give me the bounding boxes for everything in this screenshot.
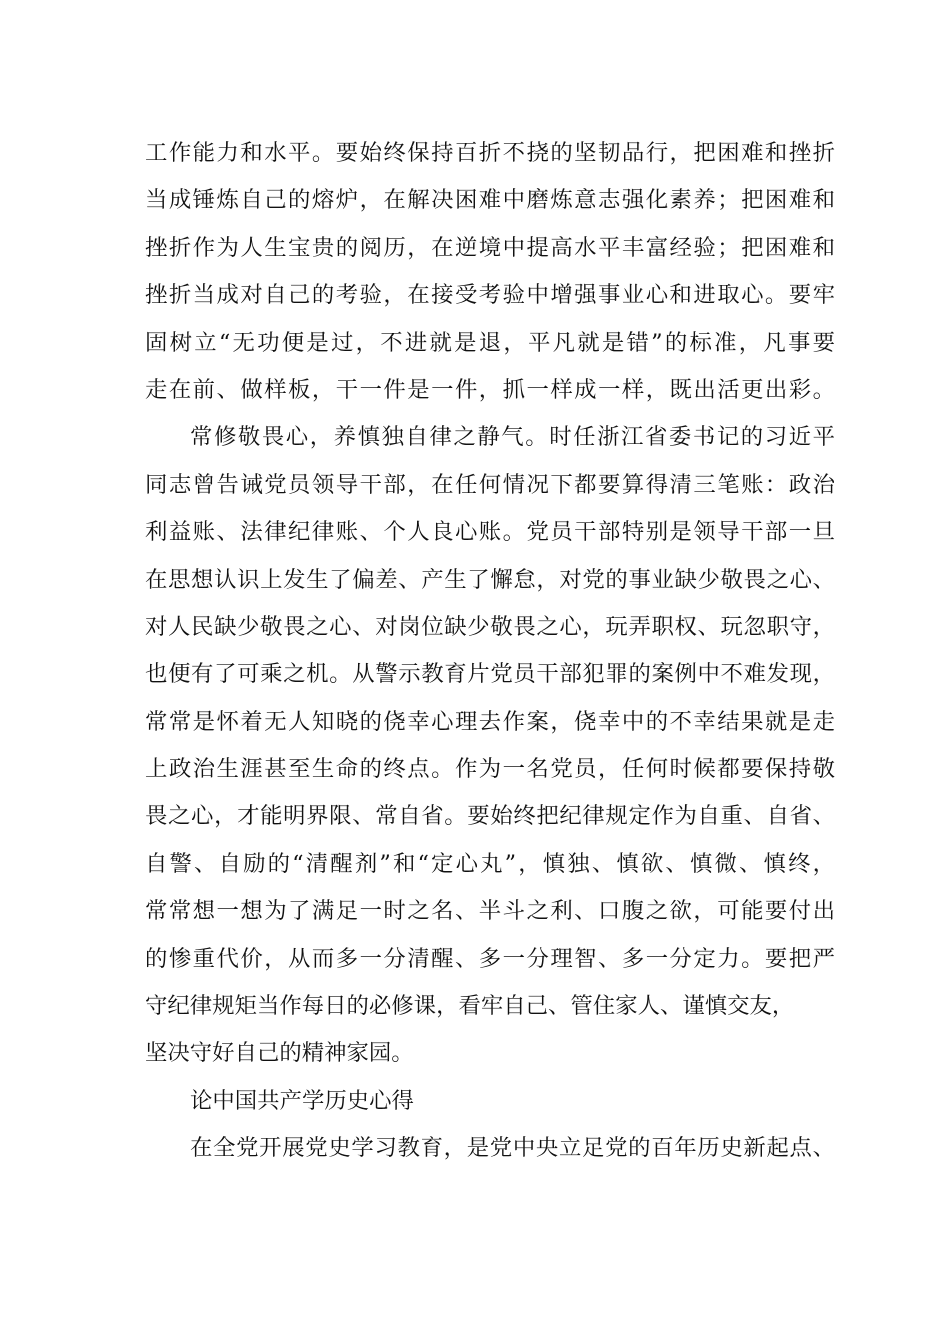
text-line: 走在前、做样板，干一件是一件，抓一样成一样，既出活更出彩。 [145, 376, 835, 403]
text-line: 挫折当成对自己的考验，在接受考验中增强事业心和进取心。要牢 [145, 282, 835, 309]
text-line: 当成锤炼自己的熔炉，在解决困难中磨炼意志强化素养；把困难和 [145, 187, 835, 214]
text-line: 常常是怀着无人知晓的侥幸心理去作案，侥幸中的不幸结果就是走 [145, 708, 835, 735]
text-line: 也便有了可乘之机。从警示教育片党员干部犯罪的案例中不难发现， [145, 661, 835, 688]
text-line: 对人民缺少敬畏之心、对岗位缺少敬畏之心，玩弄职权、玩忽职守， [145, 613, 835, 640]
text-line: 利益账、法律纪律账、个人良心账。党员干部特别是领导干部一旦 [145, 519, 835, 546]
text-line: 上政治生涯甚至生命的终点。作为一名党员，任何时候都要保持敬 [145, 756, 835, 783]
text-line: 坚决守好自己的精神家园。 [145, 1040, 414, 1067]
text-line: 挫折作为人生宝贵的阅历，在逆境中提高水平丰富经验；把困难和 [145, 234, 835, 261]
text-line: 守纪律规矩当作每日的必修课，看牢自己、管住家人、谨慎交友， [145, 993, 795, 1020]
document-body [145, 130, 835, 1173]
text-line: 的惨重代价，从而多一分清醒、多一分理智、多一分定力。要把严 [145, 945, 835, 972]
text-line: 固树立“无功便是过，不进就是退，平凡就是错”的标准，凡事要 [145, 329, 835, 356]
text-line: 常修敬畏心，养慎独自律之静气。时任浙江省委书记的习近平 [190, 424, 835, 451]
text-line: 常常想一想为了满足一时之名、半斗之利、口腹之欲，可能要付出 [145, 898, 835, 925]
text-line: 论中国共产学历史心得 [190, 1087, 414, 1114]
text-line: 畏之心，才能明界限、常自省。要始终把纪律规定作为自重、自省、 [145, 803, 835, 830]
text-line: 在全党开展党史学习教育，是党中央立足党的百年历史新起点、 [190, 1135, 835, 1162]
text-line: 在思想认识上发生了偏差、产生了懈怠，对党的事业缺少敬畏之心、 [145, 566, 835, 593]
text-line: 同志曾告诫党员领导干部，在任何情况下都要算得清三笔账：政治 [145, 471, 835, 498]
text-line: 自警、自励的“清醒剂”和“定心丸”，慎独、慎欲、慎微、慎终， [145, 850, 835, 877]
text-line: 工作能力和水平。要始终保持百折不挠的坚韧品行，把困难和挫折 [145, 140, 835, 166]
